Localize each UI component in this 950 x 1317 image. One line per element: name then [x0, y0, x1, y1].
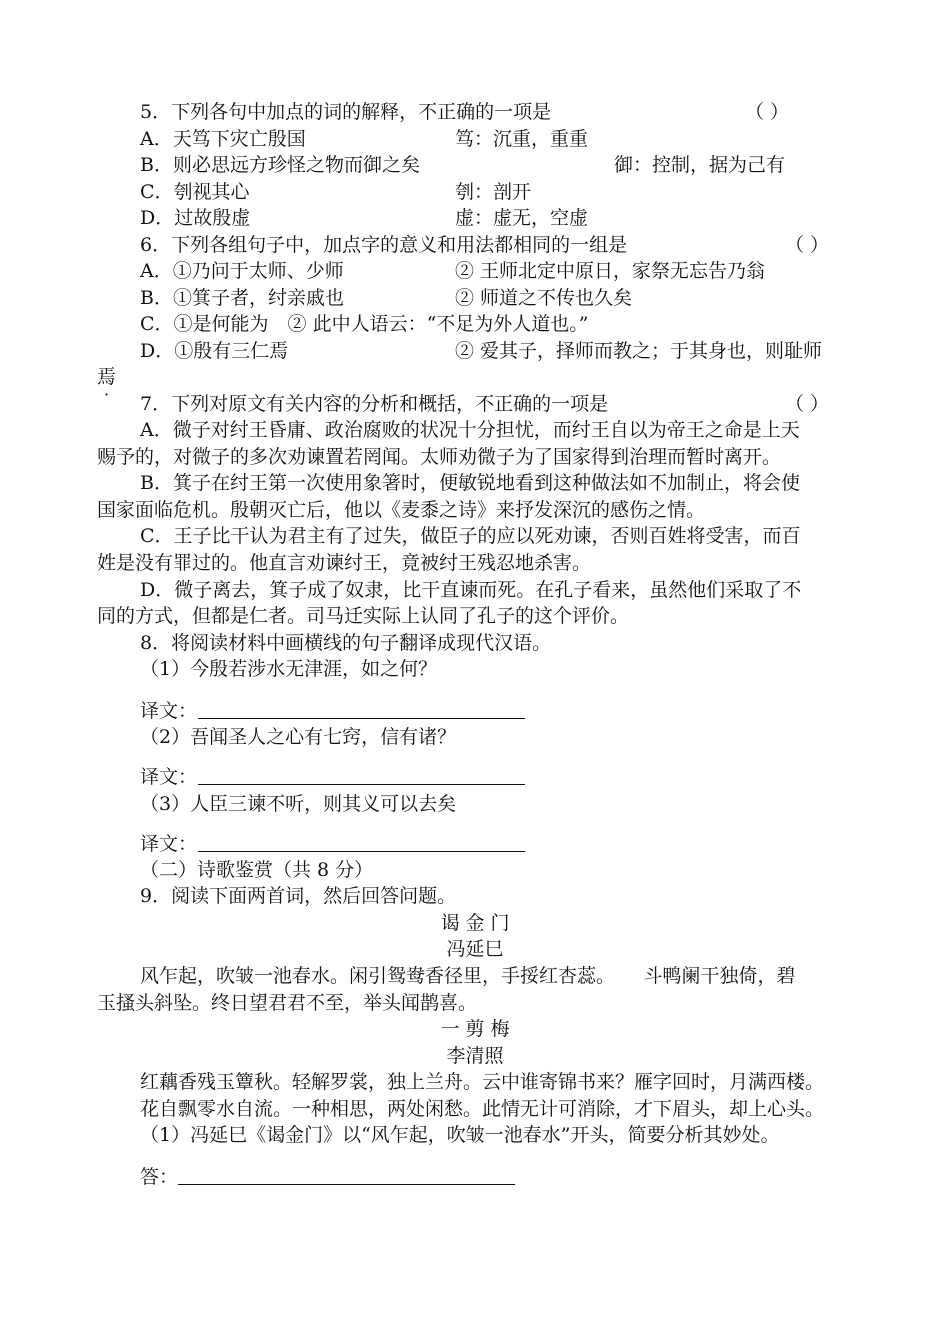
- poem2-author: 李清照: [446, 1045, 504, 1067]
- option-text: 过故殷虚: [174, 207, 251, 229]
- q6-option-a: [140, 258, 344, 284]
- q5-option-b: [140, 152, 420, 178]
- q5-answer-paren: （ ）: [745, 101, 790, 123]
- option-part-1: ①殷有三仁焉: [174, 340, 289, 362]
- q6-stem: 6．下列各组句子中，加点字的意义和用法都相同的一组是: [140, 234, 628, 256]
- option-letter: B．: [140, 154, 173, 176]
- q7-option-b-line2: 国家面临危机。殷朝灭亡后，他以《麦黍之诗》来抒发深沉的感伤之情。: [97, 499, 706, 521]
- q7-stem: 7．下列对原文有关内容的分析和概括，不正确的一项是: [140, 393, 609, 415]
- option-letter: C．: [140, 181, 174, 203]
- q8-stem: 8．将阅读材料中画横线的句子翻译成现代汉语。: [140, 632, 552, 654]
- q8-answer-line-2[interactable]: [198, 784, 525, 785]
- q9-answer-line[interactable]: [178, 1184, 515, 1185]
- poem2-line-1: 红藕香残玉簟秋。轻解罗裳，独上兰舟。云中谁寄锦书来？雁字回时，月满西楼。: [140, 1071, 825, 1093]
- poem2-title: 一 剪 梅: [440, 1018, 510, 1040]
- q5-option-a-gloss: 笃：沉重，重重: [455, 128, 589, 150]
- q9-stem: 9．阅读下面两首词，然后回答问题。: [140, 885, 457, 907]
- option-text: 天笃下灾亡殷国: [172, 128, 306, 150]
- q8-item-2: （2）吾闻圣人之心有七窍，信有诸？: [140, 726, 457, 748]
- q5-stem: 5．下列各句中加点的词的解释，不正确的一项是: [140, 101, 552, 123]
- q6-option-b-part-2: ② 师道之不传也久矣: [455, 287, 633, 309]
- option-part-1: ①是何能为 ② 此中人语云：“不足为外人道也。”: [173, 313, 589, 335]
- q5-option-a: [140, 126, 306, 152]
- q8-answer-label-3: 译文：: [140, 833, 198, 855]
- option-letter: D．: [140, 340, 175, 362]
- q8-item-3: （3）人臣三谏不听，则其义可以去矣: [140, 793, 457, 815]
- emphasis-dot-char: 焉: [97, 366, 117, 388]
- q7-option-d-line1: D．微子离去，箕子成了奴隶，比干直谏而死。在孔子看来，虽然他们采取了不: [140, 579, 802, 601]
- option-text: 则必思远方珍怪之物而御之矣: [172, 154, 420, 176]
- q5-option-d-gloss: 虚：虚无，空虚: [455, 207, 589, 229]
- q9-answer-label: 答：: [140, 1166, 179, 1188]
- option-letter: A．: [140, 260, 173, 282]
- poem1-author: 冯延巳: [446, 938, 504, 960]
- q5-option-c: [140, 179, 250, 205]
- q8-answer-label-1: 译文：: [140, 700, 198, 722]
- q8-item-1: （1）今殷若涉水无津涯，如之何？: [140, 658, 438, 680]
- poem2-line-2: 花自飘零水自流。一种相思，两处闲愁。此情无计可消除，才下眉头，却上心头。: [140, 1098, 825, 1120]
- option-letter: D．: [140, 207, 175, 229]
- q6-answer-paren: （ ）: [785, 234, 830, 256]
- poem1-line-1: 风乍起，吹皱一池春水。闲引鸳鸯香径里，手挼红杏蕊。 斗鸭阑干独倚，碧: [140, 965, 796, 987]
- q7-option-a-line1: A．微子对纣王昏庸、政治腐败的状况十分担忧，而纣王自以为帝王之命是上天: [140, 419, 800, 441]
- q5-option-b-gloss: 御：控制，据为己有: [614, 154, 786, 176]
- q7-option-c-line2: 姓是没有罪过的。他直言劝谏纣王，竟被纣王残忍地杀害。: [97, 552, 592, 574]
- option-letter: A．: [140, 128, 173, 150]
- q7-answer-paren: （ ）: [785, 393, 830, 415]
- q6-option-d-part-2: ② 爱其子，择师而教之；于其身也，则耻师: [455, 340, 823, 362]
- option-part-1: ①箕子者，纣亲戚也: [172, 287, 344, 309]
- q8-answer-line-1[interactable]: [198, 718, 525, 719]
- q6-option-d-continuation: [97, 364, 116, 390]
- q7-option-a-line2: 赐予的，对微子的多次劝谏置若罔闻。太师劝微子为了国家得到治理而暂时离开。: [97, 446, 782, 468]
- poem1-title: 谒 金 门: [440, 912, 510, 934]
- q8-answer-line-3[interactable]: [198, 851, 525, 852]
- q7-option-c-line1: C．王子比干认为君主有了过失，做臣子的应以死劝谏，否则百姓将受害，而百: [140, 525, 801, 547]
- option-letter: C．: [140, 313, 174, 335]
- option-text: 刳视其心: [173, 181, 250, 203]
- q6-option-c: [140, 311, 589, 337]
- q6-option-b: [140, 285, 344, 311]
- option-letter: B．: [140, 287, 173, 309]
- q7-option-b-line1: B．箕子在纣王第一次使用象箸时，便敏锐地看到这种做法如不加制止，将会使: [140, 472, 800, 494]
- section-heading: （二）诗歌鉴赏（共 8 分）: [140, 859, 374, 881]
- q8-answer-label-2: 译文：: [140, 766, 198, 788]
- q9-sub-question-1: （1）冯延巳《谒金门》以“风乍起，吹皱一池春水”开头，简要分析其妙处。: [140, 1124, 780, 1146]
- option-part-1: ①乃问于太师、少师: [172, 260, 344, 282]
- q7-option-d-line2: 同的方式，但都是仁者。司马迁实际上认同了孔子的这个评价。: [97, 605, 630, 627]
- q6-option-a-part-2: ② 王师北定中原日，家祭无忘告乃翁: [455, 260, 766, 282]
- q5-option-d: [140, 205, 250, 231]
- q5-option-c-gloss: 刳：剖开: [455, 181, 532, 203]
- poem1-line-2: 玉搔头斜坠。终日望君君不至，举头闻鹊喜。: [97, 992, 478, 1014]
- q6-option-d: [140, 338, 288, 364]
